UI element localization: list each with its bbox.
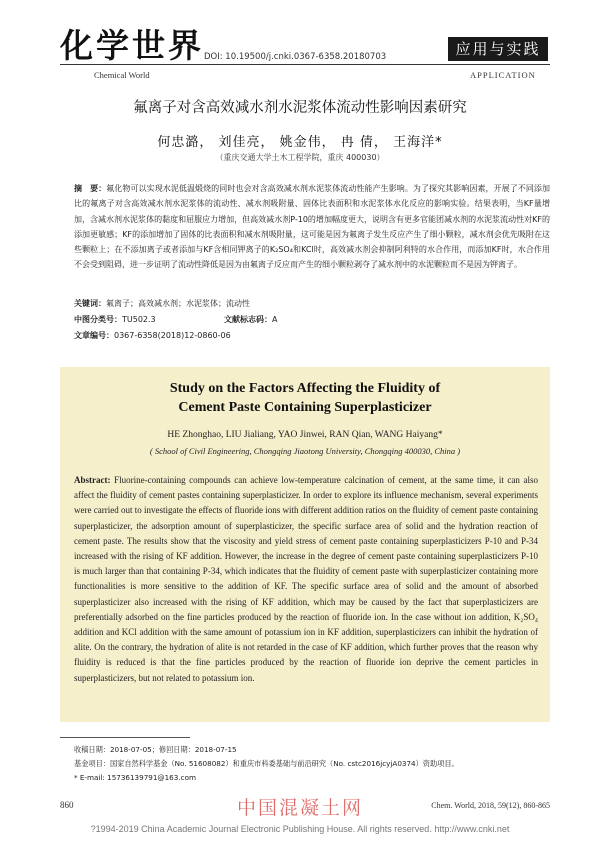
clc-value: TU502.3	[122, 315, 156, 324]
footnote-fund: 基金项目：国家自然科学基金（No. 51608082）和重庆市科委基础与前沿研究（No. cstc2016jcyjA0374）资助项目。	[74, 759, 459, 768]
title-en-line2: Cement Paste Containing Superplasticizer	[178, 400, 432, 415]
section-badge: 应用与实践	[448, 37, 548, 61]
article-number-value: 0367-6358(2018)12-0860-06	[114, 331, 231, 340]
abstract-label-cn: 摘 要：	[74, 184, 107, 193]
keywords-label: 关键词：	[74, 299, 106, 308]
footnotes	[74, 743, 459, 785]
article-title-en	[60, 379, 550, 417]
document-code	[224, 314, 277, 325]
abstract-en	[74, 473, 538, 686]
authors-en: HE Zhonghao, LIU Jialiang, YAO Jinwei, RAN Qian, WANG Haiyang*	[167, 430, 443, 440]
citation: Chem. World, 2018, 59(12), 860-865	[431, 801, 550, 810]
footnote-rule	[60, 737, 190, 738]
article-title-cn: 氟离子对含高效减水剂水泥浆体流动性影响因素研究	[133, 100, 467, 116]
footnote-dates: 收稿日期：2018-07-05；修回日期：2018-07-15	[74, 745, 237, 754]
abstract-text-en: Fluorine-containing compounds can achieve low-temperature calcination of cement, at the same time, it can also affect the fluidity of cement pastes containing superplasticizer. In order to explore its influence mechanism, several experiments were carried out to investigate the effects of fluoride ions with different addition ratios on the fluidity of cement paste containing superplasticizer, the adsorption amount of superplasticizer, the specific surface area of solid and the hydration reaction of cement paste. The results show that the viscosity and yield stress of cement paste containing superplasticizers P-10 and P-34 increased with the rising of KF addition. However, the increase in the degree of cement paste containing superplasticizers P-10 is much larger than that containing P-34, which indicates that the fluidity of cement paste with superplasticizer containing more functionalities is more sensitive to the addition of KF. The specific surface area of solid and the amount of absorbed superplasticizer also increased with the rising of KF addition, which may be caused by the fact that superplasticizers are preferentially adsorbed on the fine particles produced by the reaction of fluoride ion. In the case without ion addition, K₂SO₄ addition and KCl addition with the same amount of potassium ion in KF addition, superplasticizers can inhibit the hydration of alite. On the contrary, the hydration of alite is not retarded in the case of KF addition, which further proves that the reason why fluidity is reduced is that the fine particles produced by the reaction of fluoride ion deprive the cement particles in superplasticizers, but not related to potassium ion.	[74, 475, 538, 683]
keywords-text: 氟离子；高效减水剂；水泥浆体；流动性	[106, 299, 250, 308]
document-code-value: A	[272, 315, 278, 324]
watermark-text: 中国混凝土网	[236, 797, 363, 819]
journal-title-en: Chemical World	[94, 70, 150, 80]
header-rule	[60, 64, 550, 65]
journal-title-cn: 化学世界	[60, 26, 204, 65]
article-number-label: 文章编号：	[74, 331, 114, 340]
keywords-cn	[74, 298, 250, 309]
abstract-text-cn: 氟化物可以实现水泥低温煅烧的同时也会对含高效减水剂水泥浆体流动性能产生影响。为了探究其影响因素，开展了不同添加比的氟离子对含高效减水剂水泥浆体的流动性、减水剂吸附量、固体比表面积和水泥浆体水化反应的影响实验。结果表明，当KF量增加，含减水剂水泥浆体的黏度和屈服应力增加，但高效减水剂P-10的增加幅度更大，说明含有更多官能团减水剂的水泥浆流动性对KF的添加更敏感；KF的添加增加了固体的比表面积和减水剂吸附量，这可能是因为氟离子发生反应产生了细小颗粒，减水剂会优先吸附在这些颗粒上；在不添加离子或者添加与KF含相同钾离子的K₂SO₄和KCl时，高效减水剂会抑制阿利特的水合作用，而添加KF时，水合作用不会受到阻碍，进一步证明了流动性降低是因为由氟离子反应而产生的细小颗粒剥夺了减水剂中的水泥颗粒而不是因为钾离子。	[74, 184, 550, 270]
article-number	[74, 330, 231, 341]
footnote-email: * E-mail: 15736139791@163.com	[74, 773, 196, 782]
abstract-label-en: Abstract:	[74, 475, 111, 485]
abstract-cn	[74, 181, 550, 273]
doi: DOI: 10.19500/j.cnki.0367-6358.20180703	[204, 52, 387, 62]
section-label-en: APPLICATION	[470, 70, 536, 80]
clc-label: 中图分类号：	[74, 315, 122, 324]
copyright-notice: ?1994-2019 China Academic Journal Electronic Publishing House. All rights reserved. http://www.cnki.net	[90, 824, 510, 834]
title-en-line1: Study on the Factors Affecting the Fluidity of	[169, 381, 441, 396]
authors-cn: 何忠潞， 刘佳亮， 姚金伟， 冉 倩， 王海洋*	[157, 135, 443, 150]
document-code-label: 文献标志码：	[224, 315, 272, 324]
affiliation-en: ( School of Civil Engineering, Chongqing Jiaotong University, Chongqing 400030, China )	[149, 446, 461, 456]
affiliation-cn: （重庆交通大学土木工程学院，重庆 400030）	[215, 153, 385, 162]
clc-number	[74, 314, 156, 325]
page-number: 860	[60, 800, 74, 810]
